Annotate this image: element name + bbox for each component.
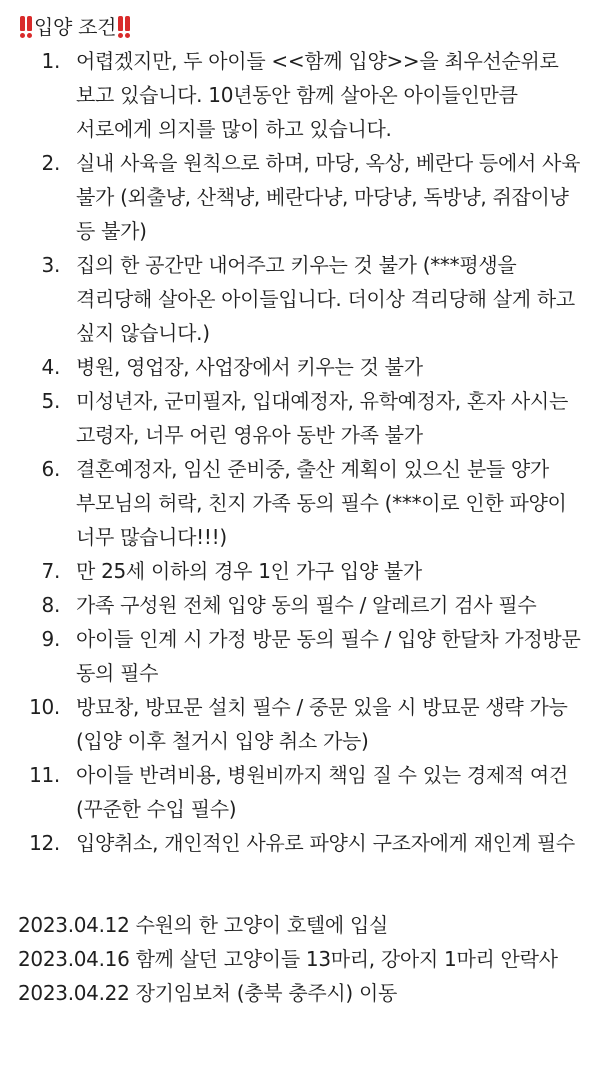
list-item: [18, 622, 582, 690]
section-title-text: 입양 조건: [34, 15, 117, 39]
list-item: [18, 248, 582, 350]
list-item-number: 4.: [41, 355, 60, 379]
list-item: [18, 588, 582, 622]
list-item: [18, 350, 582, 384]
list-item-number: 9.: [41, 627, 60, 651]
list-item-number: 6.: [41, 457, 60, 481]
timeline: [18, 908, 582, 1010]
list-item-number: 1.: [41, 49, 60, 73]
double-exclamation-icon: [20, 16, 32, 38]
list-item-number: 2.: [41, 151, 60, 175]
list-item: [18, 146, 582, 248]
list-item-text: 어렵겠지만, 두 아이들 <<함께 입양>>을 최우선순위로 보고 있습니다. 10년동안 함께 살아온 아이들인만큼 서로에게 의지를 많이 하고 있습니다.: [76, 49, 559, 141]
list-item: [18, 554, 582, 588]
list-item-text: 집의 한 공간만 내어주고 키우는 것 불가 (***평생을 격리당해 살아온 아이들입니다. 더이상 격리당해 살게 하고 싶지 않습니다.): [76, 253, 575, 345]
list-item: [18, 44, 582, 146]
list-item: [18, 690, 582, 758]
list-item-text: 방묘창, 방묘문 설치 필수 / 중문 있을 시 방묘문 생략 가능 (입양 이후 철거시 입양 취소 가능): [76, 695, 568, 753]
list-item-text: 실내 사육을 원칙으로 하며, 마당, 옥상, 베란다 등에서 사육 불가 (외출냥, 산책냥, 베란다냥, 마당냥, 독방냥, 쥐잡이냥 등 불가): [76, 151, 581, 243]
list-item-number: 11.: [29, 763, 60, 787]
list-item: [18, 758, 582, 826]
list-item-text: 가족 구성원 전체 입양 동의 필수 / 알레르기 검사 필수: [76, 593, 537, 617]
list-item-number: 10.: [29, 695, 60, 719]
list-item-text: 결혼예정자, 임신 준비중, 출산 계획이 있으신 분들 양가 부모님의 허락, 친지 가족 동의 필수 (***이로 인한 파양이 너무 많습니다!!!): [76, 457, 567, 549]
list-item: [18, 452, 582, 554]
list-item-number: 3.: [41, 253, 60, 277]
list-item: [18, 384, 582, 452]
section-spacer: [18, 860, 582, 894]
list-item-text: 미성년자, 군미필자, 입대예정자, 유학예정자, 혼자 사시는 고령자, 너무 어린 영유아 동반 가족 불가: [76, 389, 568, 447]
list-item-number: 8.: [41, 593, 60, 617]
list-item-number: 7.: [41, 559, 60, 583]
list-item-text: 입양취소, 개인적인 사유로 파양시 구조자에게 재인계 필수: [76, 831, 575, 855]
conditions-list: [18, 44, 582, 860]
timeline-entry: 2023.04.22 장기임보처 (충북 충주시) 이동: [18, 981, 397, 1005]
list-item-text: 만 25세 이하의 경우 1인 가구 입양 불가: [76, 559, 422, 583]
list-item-number: 12.: [29, 831, 60, 855]
double-exclamation-icon: [118, 16, 130, 38]
section-title: [18, 10, 582, 44]
list-item-text: 아이들 인계 시 가정 방문 동의 필수 / 입양 한달차 가정방문 동의 필수: [76, 627, 581, 685]
list-item-text: 아이들 반려비용, 병원비까지 책임 질 수 있는 경제적 여건 (꾸준한 수입 필수): [76, 763, 568, 821]
list-item: [18, 826, 582, 860]
timeline-entry: 2023.04.12 수원의 한 고양이 호텔에 입실: [18, 913, 389, 937]
list-item-text: 병원, 영업장, 사업장에서 키우는 것 불가: [76, 355, 423, 379]
timeline-entry: 2023.04.16 함께 살던 고양이들 13마리, 강아지 1마리 안락사: [18, 947, 558, 971]
list-item-number: 5.: [41, 389, 60, 413]
